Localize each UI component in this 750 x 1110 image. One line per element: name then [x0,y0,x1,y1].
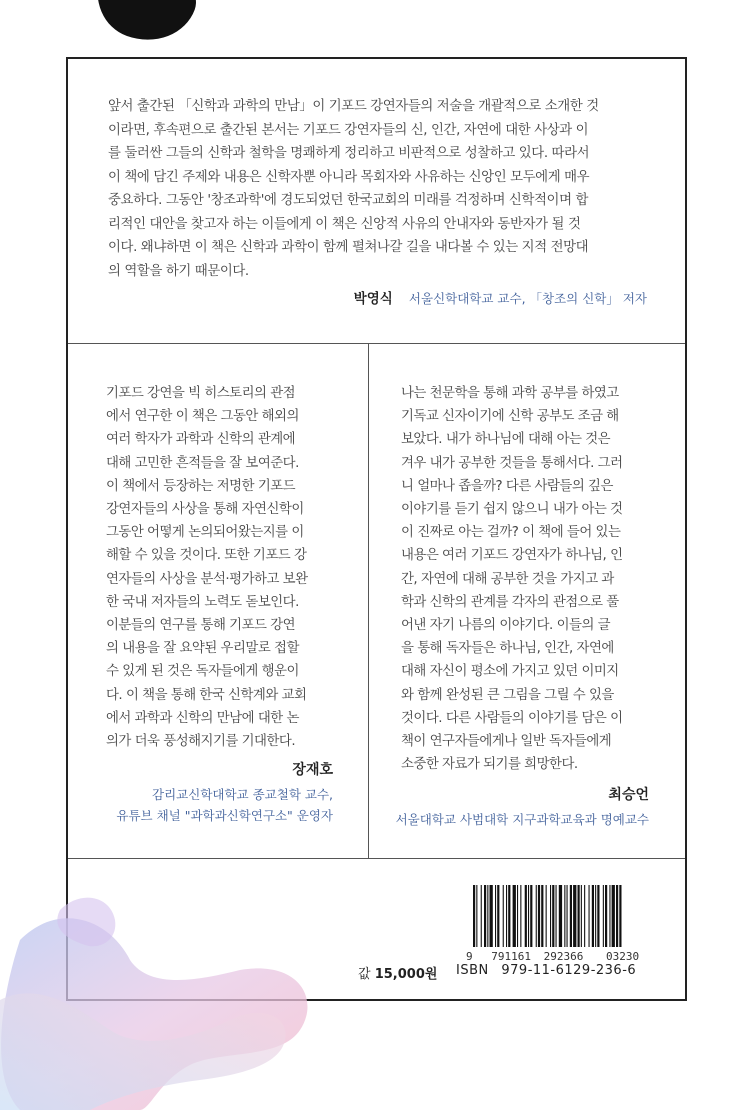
text-line: 에서 연구한 이 책은 그동안 해외의 [106,409,299,425]
text-line: 대해 고민한 흔적들을 잘 보여준다. [106,455,299,471]
barcode-bar [589,885,590,947]
author-name: 최승언 [608,787,649,803]
barcode-bar [481,885,482,947]
barcode-bar [578,885,580,947]
barcode-bar [597,885,599,947]
text-line: 이라면, 후속편으로 출간된 본서는 기포드 강연자들의 신, 인간, 자연에 대한 사상과 이 [108,122,589,138]
price-label: 값 [358,967,371,982]
barcode-bar [497,885,499,947]
text-line: 수 있게 된 것은 독자들에게 행운이 [106,664,299,680]
column-divider [368,344,369,858]
text-line: 강연자들의 사상을 통해 자연신학이 [106,502,304,518]
text-line: 이다. 왜냐하면 이 책은 신학과 과학이 함께 펼쳐나갈 길을 내다볼 수 있는 지적 전망대 [108,240,589,255]
isbn-value: 979-11-6129-236-6 [501,963,637,978]
isbn-label: ISBN [456,963,489,978]
top-signature [354,287,647,307]
barcode-bar [605,885,607,947]
barcode-bar [616,885,618,947]
barcode-bar [559,885,562,947]
text-line: 기포드 강연을 빅 히스토리의 관점 [106,386,296,401]
text-line: 앞서 출간된 「신학과 과학의 만남」이 기포드 강연자들의 저술을 개괄적으로 소개한 것 [108,99,599,114]
text-line: 다. 이 책을 통해 한국 신학계와 교회 [106,687,307,703]
barcode-bar [487,885,488,947]
barcode-bar [513,885,516,947]
text-line: 를 둘러싼 그들의 신학과 철학을 명쾌하게 정리하고 비판적으로 성찰하고 있다. 따라서 [108,146,590,161]
barcode-bar [517,885,518,947]
barcode-bar [506,885,507,947]
text-line: 기독교 신자이기에 신학 공부도 조금 해 [401,409,619,425]
barcode-bar [567,885,568,947]
barcode-bar [490,885,493,947]
barcode-bar [503,885,504,947]
text-line: 의 내용을 잘 요약된 우리말로 접할 [106,641,299,657]
barcode-bar [473,885,475,947]
text-line: 해할 수 있을 것이다. 또한 기포드 강 [106,548,307,564]
text-line: 와 함께 완성된 큰 그림을 그릴 수 있을 [401,687,614,703]
barcode-bar [484,885,486,947]
barcode-bar [508,885,510,947]
decorative-blob-top [84,0,205,55]
text-line: 이 진짜로 아는 걸까? 이 책에 들어 있는 [401,525,621,541]
barcode-bar [619,885,621,947]
text-line: 리적인 대안을 찾고자 하는 이들에게 이 책은 신앙적 사유의 안내자와 동반자가 될 것 [108,216,581,232]
text-line: 것이다. 다른 사람들의 이야기를 담은 이 [401,710,623,726]
barcode-digit-group: 03230 [606,950,640,963]
text-line: 간, 자연에 대해 공부한 것을 가지고 과 [401,571,614,587]
barcode-bar [584,885,585,947]
text-line: 나는 천문학을 통해 과학 공부를 하였고 [401,386,619,401]
barcode-bar [536,885,537,947]
decorative-swirl [0,880,330,1110]
right-signature [396,784,649,830]
barcode-image [473,885,701,947]
barcode-bar [603,885,604,947]
middle-endorsements [68,344,685,859]
barcode-bar [525,885,527,947]
text-line: 을 통해 독자들은 하나님, 인간, 자연에 [401,641,614,657]
barcode-bar [541,885,543,947]
left-endorsement-text [106,382,336,753]
text-line: 이 책에 담긴 주제와 내용은 신학자뿐 아니라 목회자와 사유하는 신앙인 모두에게 매우 [108,169,590,185]
barcode-bar [564,885,565,947]
text-line: 어낸 자기 나름의 이야기다. 이들의 글 [401,618,611,634]
author-affiliation: 감리교신학대학교 종교철학 교수, [152,787,333,802]
barcode-bar [595,885,596,947]
back-cover-frame [66,57,687,1001]
price [358,963,437,982]
text-line: 이 책에서 등장하는 저명한 기포드 [106,478,296,494]
barcode-bar [530,885,532,947]
text-line: 이야기를 듣기 쉽지 않으니 내가 아는 것 [401,502,623,518]
barcode-bar [495,885,496,947]
author-affiliation: 서울대학교 사범대학 지구과학교육과 명예교수 [395,812,649,827]
barcode-bar [570,885,572,947]
text-line: 겨우 내가 공부한 것들을 통해서다. 그러 [401,455,623,471]
text-line: 에서 과학과 신학의 만남에 대한 논 [106,710,299,726]
barcode-bar [581,885,582,947]
left-signature [116,759,333,826]
text-line: 연자들의 사상을 분석·평가하고 보완 [106,571,308,587]
barcode-bar [609,885,610,947]
right-endorsement-text [401,382,653,776]
text-line: 학과 신학의 관계를 각자의 관점으로 풀 [401,594,619,610]
text-line: 보았다. 내가 하나님에 대해 아는 것은 [401,432,611,448]
author-name: 장재호 [292,762,333,778]
text-line: 의가 더욱 풍성해지기를 기대한다. [106,734,296,750]
text-line: 소중한 자료가 되기를 희망한다. [401,757,578,773]
isbn [456,963,636,978]
barcode-bar [550,885,551,947]
text-line: 한 국내 저자들의 노력도 돋보인다. [106,594,299,610]
barcode-bar [546,885,547,947]
barcode-bar [528,885,529,947]
barcode-bar [520,885,521,947]
barcode-bar [573,885,576,947]
text-line: 여러 학자가 과학과 신학의 관계에 [106,432,296,448]
text-line: 내용은 여러 기포드 강연자가 하나님, 인 [401,548,623,564]
barcode-bar [612,885,615,947]
barcode-digit-group: 9 [466,950,473,963]
text-line: 중요하다. 그동안 '창조과학'에 경도되었던 한국교회의 미래를 걱정하며 신학적이며 합 [108,193,589,208]
barcode-bar [552,885,554,947]
text-line: 의 역할을 하기 때문이다. [108,263,249,279]
text-line: 그동안 어떻게 논의되어왔는지를 이 [106,525,304,541]
top-endorsement-text [108,95,650,283]
barcode-bar [556,885,557,947]
text-line: 이분들의 연구를 통해 기포드 강연 [106,618,296,634]
author-name: 박영식 [353,291,393,307]
price-value: 15,000원 [374,967,438,982]
author-affiliation: 유튜브 채널 "과학과신학연구소" 운영자 [116,808,333,823]
top-endorsement [68,59,685,344]
barcode-digit-group: 292366 [543,950,584,963]
barcode-digit-group: 791161 [491,950,531,963]
barcode-digits [466,950,706,963]
barcode-bar [476,885,477,947]
barcode-bar [592,885,594,947]
text-line: 니 얼마나 좁을까? 다른 사람들의 깊은 [401,478,613,494]
barcode-bar [538,885,540,947]
author-affiliation: 서울신학대학교 교수, 「창조의 신학」 저자 [408,291,647,306]
text-line: 대해 자신이 평소에 가지고 있던 이미지 [401,664,619,680]
text-line: 책이 연구자들에게나 일반 독자들에게 [401,734,612,750]
